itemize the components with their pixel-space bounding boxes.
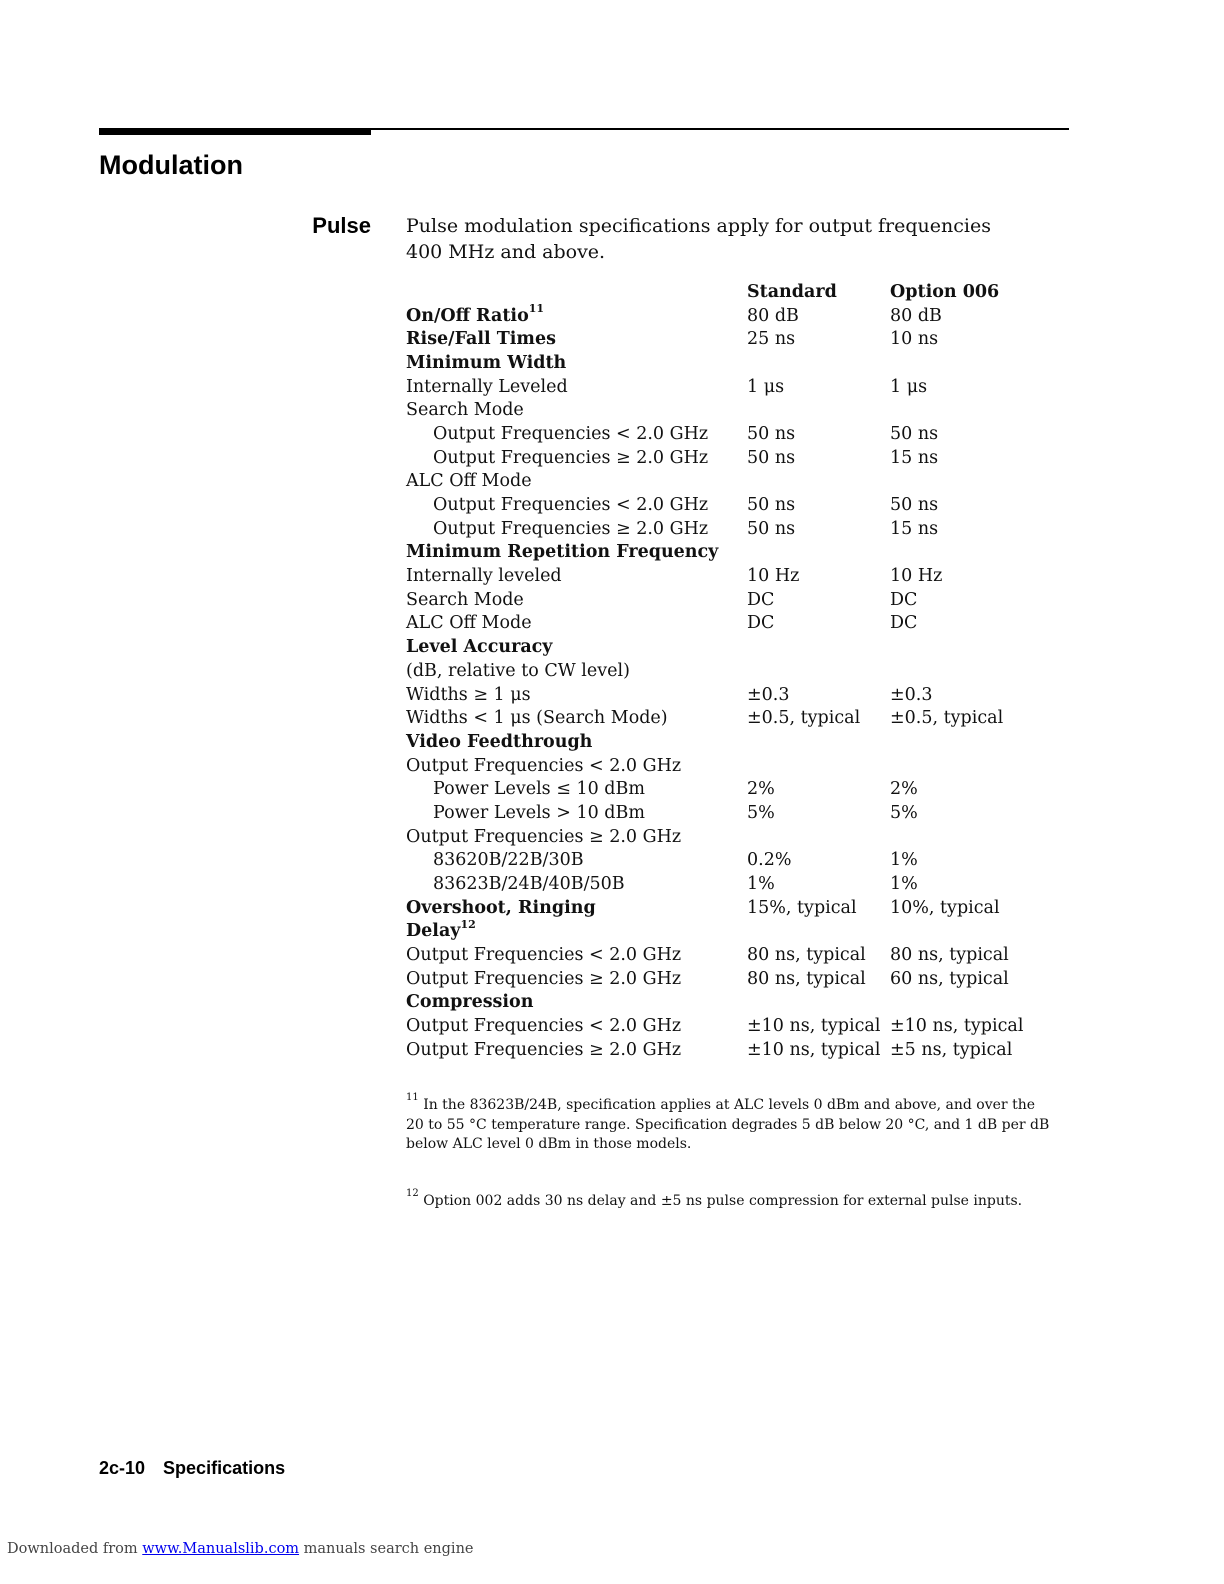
table-row xyxy=(406,588,1030,612)
standard-value: 1 μs xyxy=(747,376,785,397)
row-label xyxy=(406,635,747,659)
standard-value: ±10 ns, typical xyxy=(747,1016,881,1037)
option-006-value: 50 ns xyxy=(890,495,939,516)
row-label-text: ALC Off Mode xyxy=(406,471,532,492)
page-footer xyxy=(99,1458,285,1479)
standard-value: 50 ns xyxy=(747,423,796,444)
standard-value: 0.2% xyxy=(747,850,792,871)
row-label-text: On/Off Ratio xyxy=(406,305,529,326)
table-row xyxy=(406,872,1030,896)
standard-value xyxy=(747,991,890,1015)
table-row xyxy=(406,612,1030,636)
table-row xyxy=(406,1014,1030,1038)
download-prefix: Downloaded from xyxy=(7,1541,138,1557)
standard-value: 80 ns, typical xyxy=(747,945,866,966)
option-006-value: 5% xyxy=(890,802,918,823)
option-006-value xyxy=(890,991,1030,1015)
row-label-text: Output Frequencies ≥ 2.0 GHz xyxy=(406,968,682,989)
standard-value: 50 ns xyxy=(747,518,796,539)
row-label xyxy=(406,943,747,967)
row-label-text: Widths < 1 μs (Search Mode) xyxy=(406,708,668,729)
table-row xyxy=(406,446,1030,470)
option-006-value xyxy=(890,635,1030,659)
row-label-text: Compression xyxy=(406,992,534,1013)
row-label-text: Search Mode xyxy=(406,400,524,421)
row-label-text: Output Frequencies < 2.0 GHz xyxy=(433,495,709,516)
intro-text: Pulse modulation specifications apply for output frequencies 400 MHz and above. xyxy=(406,215,991,263)
option-006-value xyxy=(890,659,1030,683)
option-006-value: 10 Hz xyxy=(890,566,943,587)
row-label-text: Output Frequencies < 2.0 GHz xyxy=(406,945,682,966)
standard-value xyxy=(747,730,890,754)
row-label xyxy=(406,327,747,351)
row-label xyxy=(406,493,747,517)
table-row xyxy=(406,327,1030,351)
table-row xyxy=(406,398,1030,422)
row-label-text: Search Mode xyxy=(406,589,524,610)
row-label xyxy=(406,517,747,541)
option-006-value xyxy=(890,920,1030,944)
standard-value: ±0.3 xyxy=(747,684,790,705)
table-row xyxy=(406,1038,1030,1062)
table-row xyxy=(406,801,1030,825)
row-label xyxy=(406,801,747,825)
subsection-title: Pulse xyxy=(312,213,371,238)
option-006-value: 10%, typical xyxy=(890,897,1000,918)
table-row xyxy=(406,683,1030,707)
row-label-text: ALC Off Mode xyxy=(406,613,532,634)
row-label-text: Rise/Fall Times xyxy=(406,329,556,350)
row-label xyxy=(406,683,747,707)
option-006-value: 60 ns, typical xyxy=(890,968,1009,989)
header-label xyxy=(406,280,747,304)
table-row xyxy=(406,991,1030,1015)
row-label xyxy=(406,825,747,849)
standard-value: 1% xyxy=(747,874,775,895)
option-006-value: DC xyxy=(890,589,918,610)
standard-value: ±10 ns, typical xyxy=(747,1039,881,1060)
footer-section: Specifications xyxy=(163,1458,286,1478)
standard-value: ±0.5, typical xyxy=(747,708,861,729)
header-rule-thick xyxy=(99,128,371,135)
footnote-ref: 11 xyxy=(528,301,545,315)
footnote-text: In the 83623B/24B, specification applies at ALC levels 0 dBm and above, and over the 20 to 55 °C temperature range. Specification degrades 5 dB below 20 °C, and 1 dB per dB below ALC level 0 dBm in those models. xyxy=(406,1097,1050,1152)
table-header-row xyxy=(406,280,1030,304)
standard-value: 10 Hz xyxy=(747,566,800,587)
row-label xyxy=(406,612,747,636)
header-standard: Standard xyxy=(747,281,837,302)
spec-table-body xyxy=(406,301,1030,1062)
header-rule-thin xyxy=(371,128,1069,130)
table-row xyxy=(406,659,1030,683)
row-label xyxy=(406,446,747,470)
standard-value xyxy=(747,470,890,494)
option-006-value xyxy=(890,730,1030,754)
table-row xyxy=(406,422,1030,446)
standard-value xyxy=(747,920,890,944)
option-006-value: ±10 ns, typical xyxy=(890,1016,1024,1037)
option-006-value: DC xyxy=(890,613,918,634)
row-label xyxy=(406,1038,747,1062)
standard-value xyxy=(747,754,890,778)
standard-value: 80 dB xyxy=(747,305,799,326)
row-label xyxy=(406,301,747,328)
table-row xyxy=(406,351,1030,375)
row-label-text: (dB, relative to CW level) xyxy=(406,660,630,681)
row-label xyxy=(406,754,747,778)
table-row xyxy=(406,493,1030,517)
table-row xyxy=(406,730,1030,754)
row-label xyxy=(406,872,747,896)
row-label-text: Level Accuracy xyxy=(406,637,553,658)
standard-value: DC xyxy=(747,589,775,610)
standard-value: 80 ns, typical xyxy=(747,968,866,989)
footnote-11 xyxy=(406,1092,1056,1155)
table-row xyxy=(406,754,1030,778)
spec-table xyxy=(406,280,1030,1062)
standard-value xyxy=(747,398,890,422)
manualslib-link[interactable]: www.Manualslib.com xyxy=(142,1541,300,1557)
row-label xyxy=(406,470,747,494)
row-label-text: Widths ≥ 1 μs xyxy=(406,684,531,705)
row-label xyxy=(406,991,747,1015)
table-row xyxy=(406,564,1030,588)
row-label-text: Delay xyxy=(406,921,461,942)
table-row xyxy=(406,706,1030,730)
table-row xyxy=(406,541,1030,565)
standard-value xyxy=(747,541,890,565)
table-row xyxy=(406,777,1030,801)
standard-value: DC xyxy=(747,613,775,634)
option-006-value xyxy=(890,351,1030,375)
row-label xyxy=(406,777,747,801)
header-option-006: Option 006 xyxy=(890,281,1000,302)
row-label-text: Video Feedthrough xyxy=(406,731,593,752)
option-006-value: ±0.5, typical xyxy=(890,708,1004,729)
option-006-value xyxy=(890,754,1030,778)
table-row xyxy=(406,304,1030,328)
table-row xyxy=(406,920,1030,944)
table-row xyxy=(406,635,1030,659)
footnote-text: Option 002 adds 30 ns delay and ±5 ns pulse compression for external pulse inputs. xyxy=(423,1192,1023,1209)
option-006-value: 15 ns xyxy=(890,447,939,468)
option-006-value xyxy=(890,470,1030,494)
row-label-text: Minimum Repetition Frequency xyxy=(406,542,719,563)
option-006-value: 15 ns xyxy=(890,518,939,539)
section-title: Modulation xyxy=(99,150,243,180)
table-row xyxy=(406,849,1030,873)
row-label xyxy=(406,1014,747,1038)
download-suffix: manuals search engine xyxy=(303,1541,474,1557)
table-row xyxy=(406,967,1030,991)
row-label-text: Output Frequencies < 2.0 GHz xyxy=(406,755,682,776)
table-row xyxy=(406,375,1030,399)
standard-value: 15%, typical xyxy=(747,897,857,918)
row-label-text: Power Levels > 10 dBm xyxy=(433,802,645,823)
row-label xyxy=(406,588,747,612)
standard-value: 50 ns xyxy=(747,495,796,516)
row-label-text: Output Frequencies ≥ 2.0 GHz xyxy=(433,447,709,468)
row-label-text: Internally leveled xyxy=(406,566,562,587)
standard-value: 5% xyxy=(747,802,775,823)
row-label xyxy=(406,917,747,944)
standard-value: 25 ns xyxy=(747,329,796,350)
standard-value xyxy=(747,825,890,849)
option-006-value: 80 ns, typical xyxy=(890,945,1009,966)
option-006-value: 2% xyxy=(890,779,918,800)
row-label-text: Output Frequencies ≥ 2.0 GHz xyxy=(406,826,682,847)
row-label xyxy=(406,706,747,730)
option-006-value: 10 ns xyxy=(890,329,939,350)
row-label xyxy=(406,398,747,422)
table-row xyxy=(406,470,1030,494)
option-006-value xyxy=(890,398,1030,422)
row-label xyxy=(406,896,747,920)
row-label xyxy=(406,659,747,683)
row-label-text: Output Frequencies ≥ 2.0 GHz xyxy=(433,518,709,539)
row-label-text: Minimum Width xyxy=(406,352,567,373)
option-006-value xyxy=(890,541,1030,565)
page-number: 2c-10 xyxy=(99,1458,146,1478)
standard-value xyxy=(747,351,890,375)
row-label-text: 83623B/24B/40B/50B xyxy=(433,874,625,895)
row-label xyxy=(406,375,747,399)
row-label-text: Internally Leveled xyxy=(406,376,568,397)
row-label xyxy=(406,541,747,565)
footnote-12 xyxy=(406,1187,1056,1212)
row-label-text: Overshoot, Ringing xyxy=(406,897,596,918)
row-label-text: Output Frequencies ≥ 2.0 GHz xyxy=(406,1039,682,1060)
footnote-ref: 12 xyxy=(460,917,476,931)
table-row xyxy=(406,825,1030,849)
table-row xyxy=(406,943,1030,967)
row-label xyxy=(406,351,747,375)
table-row xyxy=(406,517,1030,541)
footnote-number: 12 xyxy=(406,1187,419,1199)
option-006-value: 1% xyxy=(890,874,918,895)
row-label-text: Output Frequencies < 2.0 GHz xyxy=(406,1016,682,1037)
table-row xyxy=(406,896,1030,920)
row-label-text: 83620B/22B/30B xyxy=(433,850,584,871)
row-label xyxy=(406,422,747,446)
row-label xyxy=(406,564,747,588)
option-006-value: 1% xyxy=(890,850,918,871)
option-006-value: ±0.3 xyxy=(890,684,933,705)
standard-value: 2% xyxy=(747,779,775,800)
option-006-value: 50 ns xyxy=(890,423,939,444)
row-label xyxy=(406,730,747,754)
option-006-value: ±5 ns, typical xyxy=(890,1039,1013,1060)
footnotes xyxy=(406,1092,1056,1248)
download-notice xyxy=(7,1541,474,1557)
option-006-value: 1 μs xyxy=(890,376,928,397)
row-label-text: Output Frequencies < 2.0 GHz xyxy=(433,423,709,444)
row-label xyxy=(406,849,747,873)
footnote-number: 11 xyxy=(406,1092,419,1104)
standard-value: 50 ns xyxy=(747,447,796,468)
standard-value xyxy=(747,635,890,659)
standard-value xyxy=(747,659,890,683)
row-label xyxy=(406,967,747,991)
option-006-value xyxy=(890,825,1030,849)
option-006-value: 80 dB xyxy=(890,305,942,326)
row-label-text: Power Levels ≤ 10 dBm xyxy=(433,779,645,800)
